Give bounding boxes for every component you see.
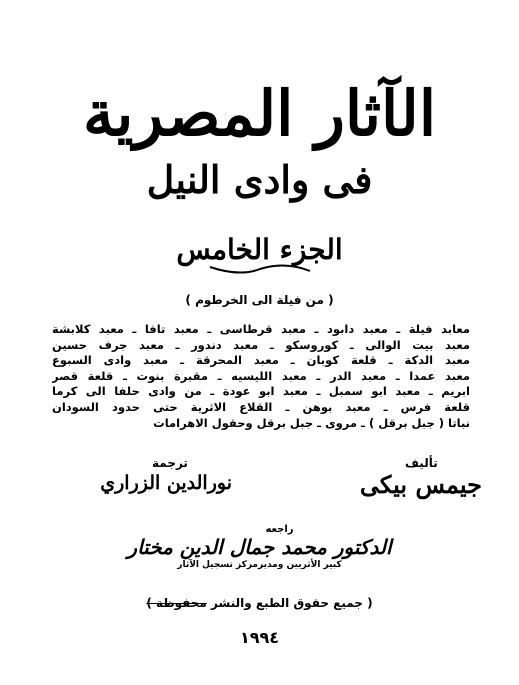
- translator-label: ترجمة: [152, 456, 188, 470]
- table-of-contents: [52, 322, 470, 431]
- part-heading: الجزء الخامس: [176, 233, 343, 266]
- toc-line: ابريم ـ معبد ابو سمبل ـ معبد ابو عودة ـ من وادى حلفا الى كرما: [52, 384, 470, 399]
- reviewer-title: كبير الأثريين ومديرمركز تسجيل الآثار: [177, 560, 342, 570]
- toc-line: معبد الدكة ـ قلعة كوبان ـ معبد المحرقة ـ معبد وادى السبوع: [52, 353, 470, 368]
- copyright-notice: [0, 596, 519, 610]
- range-subtitle: ( من فيلة الى الخرطوم ): [185, 293, 334, 307]
- translator-name: نورالدين الزراري: [100, 472, 232, 494]
- copyright-text: ( جميع حقوق الطبع والنشر: [206, 596, 373, 610]
- book-subtitle: فى وادى النيل: [146, 157, 373, 202]
- toc-line: معبد عمدا ـ معبد الدر ـ معبد الليسيه ـ مقبرة بنوت ـ قلعة قصر: [52, 368, 470, 383]
- toc-line: نباتا ( جبل برقل ) ـ مروى ـ جبل برقل وحقول الاهرامات: [153, 415, 470, 430]
- toc-line: معبد بيت الوالى ـ كوروسكو ـ معبد دندور ـ معبد جرف حسين: [52, 337, 470, 352]
- copyright-struck-text: محفوظة ): [146, 596, 207, 610]
- reviewer-name: الدكتور محمد جمال الدين مختار: [127, 535, 392, 559]
- toc-line: قلعة فرس ـ معبد بوهن ـ القلاع الاثرية حتى حدود السودان: [52, 399, 470, 414]
- author-label: تأليف: [405, 456, 438, 470]
- review-label: راجعه: [265, 524, 294, 535]
- book-title: الآثار المصرية: [82, 77, 437, 150]
- toc-line: معابد فيلة ـ معبد دابود ـ معبد قرطاسى ـ معبد تافا ـ معبد كلابشة: [52, 322, 470, 336]
- publication-year: ١٩٩٤: [239, 628, 280, 647]
- author-name: جيمس بيكى: [359, 470, 482, 499]
- part-flourish: [0, 255, 519, 285]
